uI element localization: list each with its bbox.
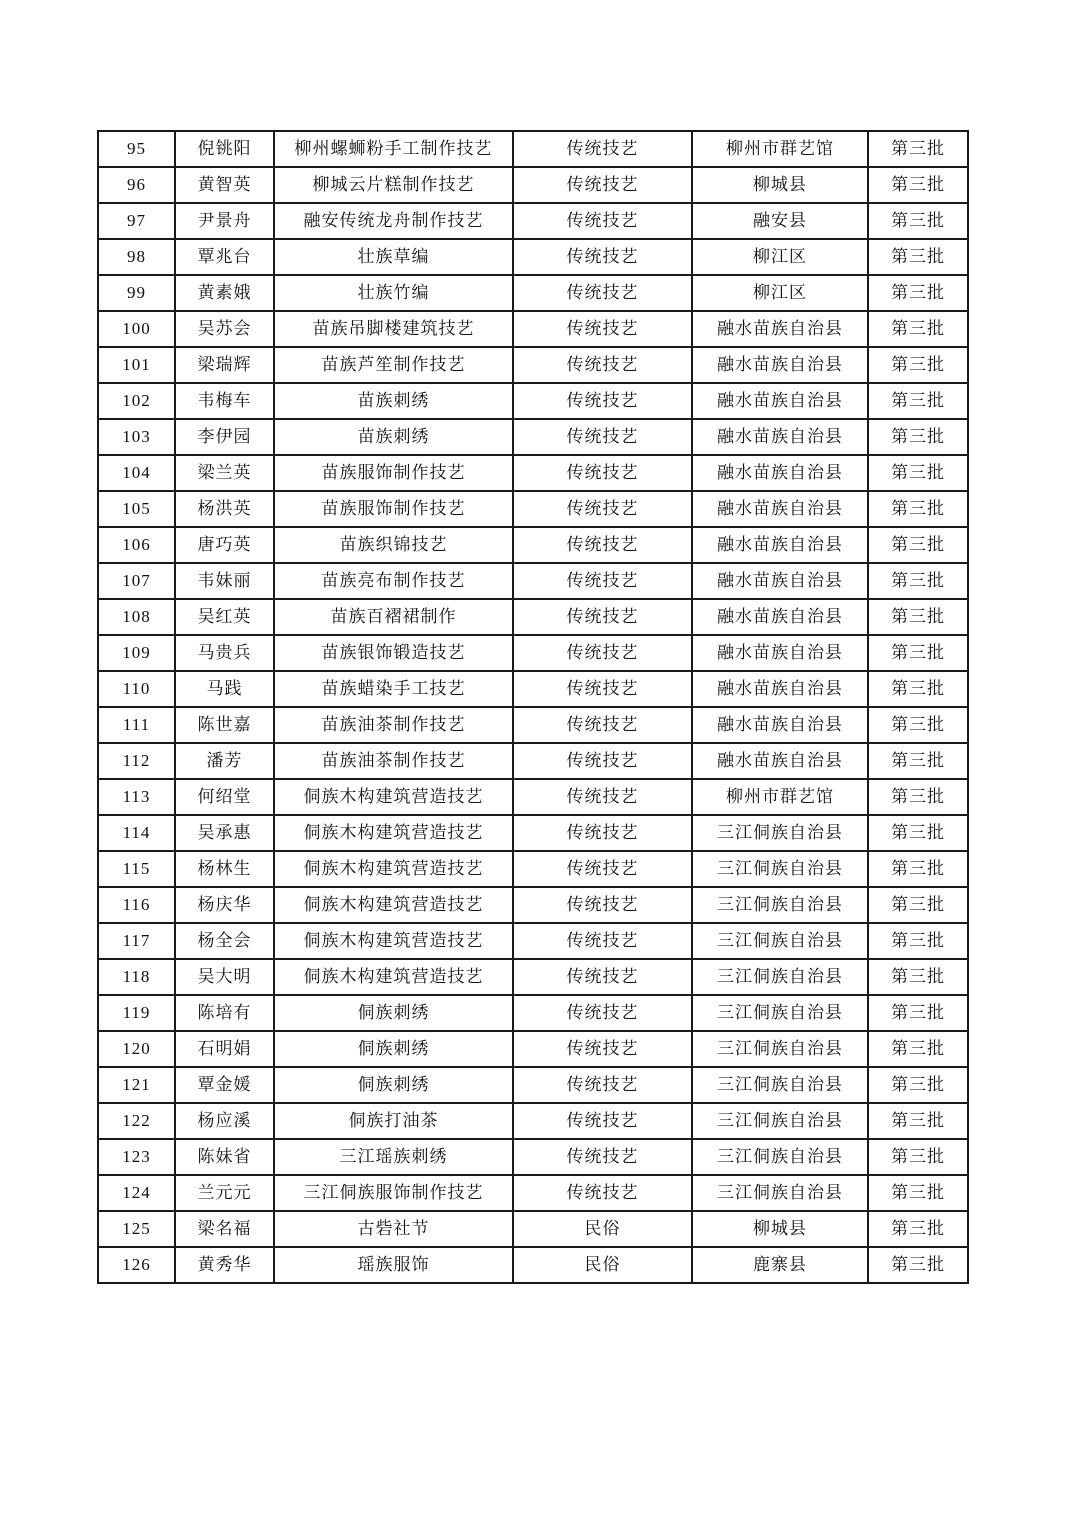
cell-project: 融安传统龙舟制作技艺 (274, 203, 513, 239)
cell-project: 瑶族服饰 (274, 1247, 513, 1283)
cell-project: 苗族油茶制作技艺 (274, 743, 513, 779)
cell-category: 传统技艺 (513, 1175, 692, 1211)
table-row (98, 563, 968, 599)
cell-name: 陈培有 (175, 995, 274, 1031)
table-row (98, 239, 968, 275)
cell-category: 传统技艺 (513, 815, 692, 851)
cell-batch: 第三批 (868, 419, 968, 455)
cell-category: 传统技艺 (513, 887, 692, 923)
cell-category: 传统技艺 (513, 491, 692, 527)
table-body (98, 131, 968, 1283)
cell-batch: 第三批 (868, 1139, 968, 1175)
cell-unit: 融水苗族自治县 (692, 635, 868, 671)
cell-number: 102 (98, 383, 175, 419)
cell-category: 传统技艺 (513, 959, 692, 995)
cell-name: 黄智英 (175, 167, 274, 203)
cell-number: 126 (98, 1247, 175, 1283)
cell-batch: 第三批 (868, 491, 968, 527)
cell-name: 黄素娥 (175, 275, 274, 311)
cell-batch: 第三批 (868, 563, 968, 599)
cell-category: 传统技艺 (513, 671, 692, 707)
cell-name: 潘芳 (175, 743, 274, 779)
cell-project: 侗族木构建筑营造技艺 (274, 887, 513, 923)
cell-batch: 第三批 (868, 1067, 968, 1103)
cell-project: 苗族油茶制作技艺 (274, 707, 513, 743)
table-row (98, 599, 968, 635)
cell-project: 苗族刺绣 (274, 383, 513, 419)
cell-project: 侗族木构建筑营造技艺 (274, 815, 513, 851)
cell-category: 传统技艺 (513, 383, 692, 419)
cell-category: 传统技艺 (513, 563, 692, 599)
cell-category: 传统技艺 (513, 707, 692, 743)
cell-name: 马贵兵 (175, 635, 274, 671)
cell-project: 苗族芦笙制作技艺 (274, 347, 513, 383)
cell-number: 97 (98, 203, 175, 239)
cell-category: 传统技艺 (513, 635, 692, 671)
cell-number: 99 (98, 275, 175, 311)
table-row (98, 923, 968, 959)
cell-project: 壮族竹编 (274, 275, 513, 311)
cell-project: 苗族吊脚楼建筑技艺 (274, 311, 513, 347)
table-row (98, 275, 968, 311)
cell-category: 传统技艺 (513, 1103, 692, 1139)
cell-unit: 三江侗族自治县 (692, 1139, 868, 1175)
cell-name: 吴大明 (175, 959, 274, 995)
cell-unit: 融水苗族自治县 (692, 671, 868, 707)
table-row (98, 707, 968, 743)
cell-category: 传统技艺 (513, 455, 692, 491)
table-row (98, 1139, 968, 1175)
cell-unit: 三江侗族自治县 (692, 923, 868, 959)
cell-unit: 三江侗族自治县 (692, 959, 868, 995)
cell-batch: 第三批 (868, 1175, 968, 1211)
cell-number: 123 (98, 1139, 175, 1175)
cell-number: 116 (98, 887, 175, 923)
cell-category: 传统技艺 (513, 131, 692, 167)
cell-name: 韦妹丽 (175, 563, 274, 599)
cell-project: 苗族服饰制作技艺 (274, 491, 513, 527)
cell-unit: 融水苗族自治县 (692, 707, 868, 743)
cell-unit: 柳江区 (692, 239, 868, 275)
table-row (98, 1067, 968, 1103)
cell-name: 唐巧英 (175, 527, 274, 563)
cell-name: 倪铫阳 (175, 131, 274, 167)
cell-name: 陈世嘉 (175, 707, 274, 743)
cell-unit: 融水苗族自治县 (692, 455, 868, 491)
cell-number: 96 (98, 167, 175, 203)
cell-batch: 第三批 (868, 527, 968, 563)
cell-batch: 第三批 (868, 923, 968, 959)
cell-unit: 融安县 (692, 203, 868, 239)
table-row (98, 995, 968, 1031)
cell-unit: 三江侗族自治县 (692, 1031, 868, 1067)
cell-batch: 第三批 (868, 1247, 968, 1283)
cell-project: 古砦社节 (274, 1211, 513, 1247)
cell-unit: 融水苗族自治县 (692, 419, 868, 455)
cell-batch: 第三批 (868, 635, 968, 671)
cell-batch: 第三批 (868, 1031, 968, 1067)
table-row (98, 455, 968, 491)
cell-number: 111 (98, 707, 175, 743)
cell-number: 121 (98, 1067, 175, 1103)
table-row (98, 1247, 968, 1283)
cell-project: 苗族百褶裙制作 (274, 599, 513, 635)
cell-category: 民俗 (513, 1211, 692, 1247)
cell-project: 侗族刺绣 (274, 1067, 513, 1103)
cell-unit: 融水苗族自治县 (692, 383, 868, 419)
cell-number: 120 (98, 1031, 175, 1067)
table-row (98, 959, 968, 995)
cell-name: 石明娟 (175, 1031, 274, 1067)
cell-project: 苗族服饰制作技艺 (274, 455, 513, 491)
cell-name: 韦梅车 (175, 383, 274, 419)
cell-name: 覃兆台 (175, 239, 274, 275)
cell-category: 传统技艺 (513, 1031, 692, 1067)
cell-category: 传统技艺 (513, 311, 692, 347)
cell-unit: 融水苗族自治县 (692, 311, 868, 347)
cell-category: 传统技艺 (513, 527, 692, 563)
cell-batch: 第三批 (868, 815, 968, 851)
cell-project: 侗族木构建筑营造技艺 (274, 851, 513, 887)
cell-number: 119 (98, 995, 175, 1031)
table-row (98, 1103, 968, 1139)
cell-category: 传统技艺 (513, 239, 692, 275)
cell-category: 传统技艺 (513, 599, 692, 635)
cell-name: 黄秀华 (175, 1247, 274, 1283)
cell-unit: 三江侗族自治县 (692, 851, 868, 887)
table-row (98, 203, 968, 239)
cell-unit: 三江侗族自治县 (692, 1103, 868, 1139)
cell-unit: 三江侗族自治县 (692, 995, 868, 1031)
cell-batch: 第三批 (868, 167, 968, 203)
cell-batch: 第三批 (868, 671, 968, 707)
cell-project: 柳州螺蛳粉手工制作技艺 (274, 131, 513, 167)
cell-unit: 融水苗族自治县 (692, 347, 868, 383)
cell-project: 苗族织锦技艺 (274, 527, 513, 563)
cell-project: 柳城云片糕制作技艺 (274, 167, 513, 203)
cell-batch: 第三批 (868, 707, 968, 743)
cell-batch: 第三批 (868, 1103, 968, 1139)
cell-number: 112 (98, 743, 175, 779)
cell-batch: 第三批 (868, 887, 968, 923)
cell-name: 杨全会 (175, 923, 274, 959)
cell-batch: 第三批 (868, 743, 968, 779)
cell-name: 杨洪英 (175, 491, 274, 527)
cell-number: 100 (98, 311, 175, 347)
cell-batch: 第三批 (868, 203, 968, 239)
cell-category: 传统技艺 (513, 923, 692, 959)
table-row (98, 131, 968, 167)
table-row (98, 779, 968, 815)
cell-batch: 第三批 (868, 995, 968, 1031)
table-row (98, 383, 968, 419)
cell-unit: 柳州市群艺馆 (692, 779, 868, 815)
table-row (98, 167, 968, 203)
table-row (98, 851, 968, 887)
cell-unit: 鹿寨县 (692, 1247, 868, 1283)
cell-category: 民俗 (513, 1247, 692, 1283)
table-row (98, 1031, 968, 1067)
cell-name: 陈妹省 (175, 1139, 274, 1175)
cell-batch: 第三批 (868, 383, 968, 419)
cell-category: 传统技艺 (513, 419, 692, 455)
cell-category: 传统技艺 (513, 167, 692, 203)
cell-category: 传统技艺 (513, 995, 692, 1031)
cell-category: 传统技艺 (513, 347, 692, 383)
cell-unit: 柳江区 (692, 275, 868, 311)
cell-number: 101 (98, 347, 175, 383)
cell-number: 108 (98, 599, 175, 635)
table-row (98, 1175, 968, 1211)
cell-name: 吴苏会 (175, 311, 274, 347)
cell-number: 107 (98, 563, 175, 599)
cell-number: 114 (98, 815, 175, 851)
cell-name: 杨林生 (175, 851, 274, 887)
table-row (98, 743, 968, 779)
cell-unit: 三江侗族自治县 (692, 1175, 868, 1211)
cell-name: 梁名福 (175, 1211, 274, 1247)
cell-number: 124 (98, 1175, 175, 1211)
cell-batch: 第三批 (868, 779, 968, 815)
cell-number: 95 (98, 131, 175, 167)
cell-name: 兰元元 (175, 1175, 274, 1211)
cell-name: 杨庆华 (175, 887, 274, 923)
table-row (98, 1211, 968, 1247)
cell-name: 梁瑞辉 (175, 347, 274, 383)
cell-name: 尹景舟 (175, 203, 274, 239)
table-row (98, 311, 968, 347)
cell-category: 传统技艺 (513, 743, 692, 779)
cell-number: 109 (98, 635, 175, 671)
cell-batch: 第三批 (868, 239, 968, 275)
cell-name: 何绍堂 (175, 779, 274, 815)
cell-name: 李伊园 (175, 419, 274, 455)
cell-category: 传统技艺 (513, 779, 692, 815)
cell-name: 吴红英 (175, 599, 274, 635)
cell-batch: 第三批 (868, 959, 968, 995)
cell-project: 苗族银饰锻造技艺 (274, 635, 513, 671)
cell-number: 105 (98, 491, 175, 527)
cell-name: 吴承惠 (175, 815, 274, 851)
table-row (98, 419, 968, 455)
table-row (98, 491, 968, 527)
cell-batch: 第三批 (868, 455, 968, 491)
cell-category: 传统技艺 (513, 851, 692, 887)
cell-batch: 第三批 (868, 131, 968, 167)
cell-project: 侗族打油茶 (274, 1103, 513, 1139)
cell-project: 三江瑶族刺绣 (274, 1139, 513, 1175)
cell-number: 98 (98, 239, 175, 275)
cell-number: 106 (98, 527, 175, 563)
cell-number: 125 (98, 1211, 175, 1247)
cell-name: 杨应溪 (175, 1103, 274, 1139)
cell-project: 三江侗族服饰制作技艺 (274, 1175, 513, 1211)
cell-batch: 第三批 (868, 275, 968, 311)
cell-name: 梁兰英 (175, 455, 274, 491)
cell-project: 苗族蜡染手工技艺 (274, 671, 513, 707)
cell-project: 侗族木构建筑营造技艺 (274, 923, 513, 959)
cell-number: 118 (98, 959, 175, 995)
cell-category: 传统技艺 (513, 1139, 692, 1175)
table-row (98, 887, 968, 923)
cell-name: 覃金媛 (175, 1067, 274, 1103)
cell-unit: 三江侗族自治县 (692, 887, 868, 923)
cell-unit: 柳州市群艺馆 (692, 131, 868, 167)
cell-number: 117 (98, 923, 175, 959)
cell-unit: 融水苗族自治县 (692, 599, 868, 635)
cell-project: 壮族草编 (274, 239, 513, 275)
table-row (98, 527, 968, 563)
inheritor-table (97, 130, 969, 1284)
cell-project: 苗族刺绣 (274, 419, 513, 455)
cell-unit: 融水苗族自治县 (692, 563, 868, 599)
cell-batch: 第三批 (868, 851, 968, 887)
cell-batch: 第三批 (868, 347, 968, 383)
cell-unit: 三江侗族自治县 (692, 1067, 868, 1103)
cell-number: 104 (98, 455, 175, 491)
cell-unit: 融水苗族自治县 (692, 491, 868, 527)
table-row (98, 671, 968, 707)
cell-project: 侗族木构建筑营造技艺 (274, 959, 513, 995)
cell-unit: 三江侗族自治县 (692, 815, 868, 851)
cell-project: 侗族木构建筑营造技艺 (274, 779, 513, 815)
cell-number: 113 (98, 779, 175, 815)
cell-batch: 第三批 (868, 311, 968, 347)
cell-project: 侗族刺绣 (274, 1031, 513, 1067)
cell-number: 103 (98, 419, 175, 455)
cell-unit: 融水苗族自治县 (692, 743, 868, 779)
cell-number: 122 (98, 1103, 175, 1139)
cell-number: 115 (98, 851, 175, 887)
cell-unit: 柳城县 (692, 167, 868, 203)
cell-category: 传统技艺 (513, 1067, 692, 1103)
table-row (98, 635, 968, 671)
table-row (98, 347, 968, 383)
cell-number: 110 (98, 671, 175, 707)
cell-name: 马践 (175, 671, 274, 707)
cell-project: 苗族亮布制作技艺 (274, 563, 513, 599)
cell-unit: 融水苗族自治县 (692, 527, 868, 563)
cell-category: 传统技艺 (513, 275, 692, 311)
cell-batch: 第三批 (868, 1211, 968, 1247)
cell-unit: 柳城县 (692, 1211, 868, 1247)
cell-batch: 第三批 (868, 599, 968, 635)
cell-project: 侗族刺绣 (274, 995, 513, 1031)
table-row (98, 815, 968, 851)
cell-category: 传统技艺 (513, 203, 692, 239)
